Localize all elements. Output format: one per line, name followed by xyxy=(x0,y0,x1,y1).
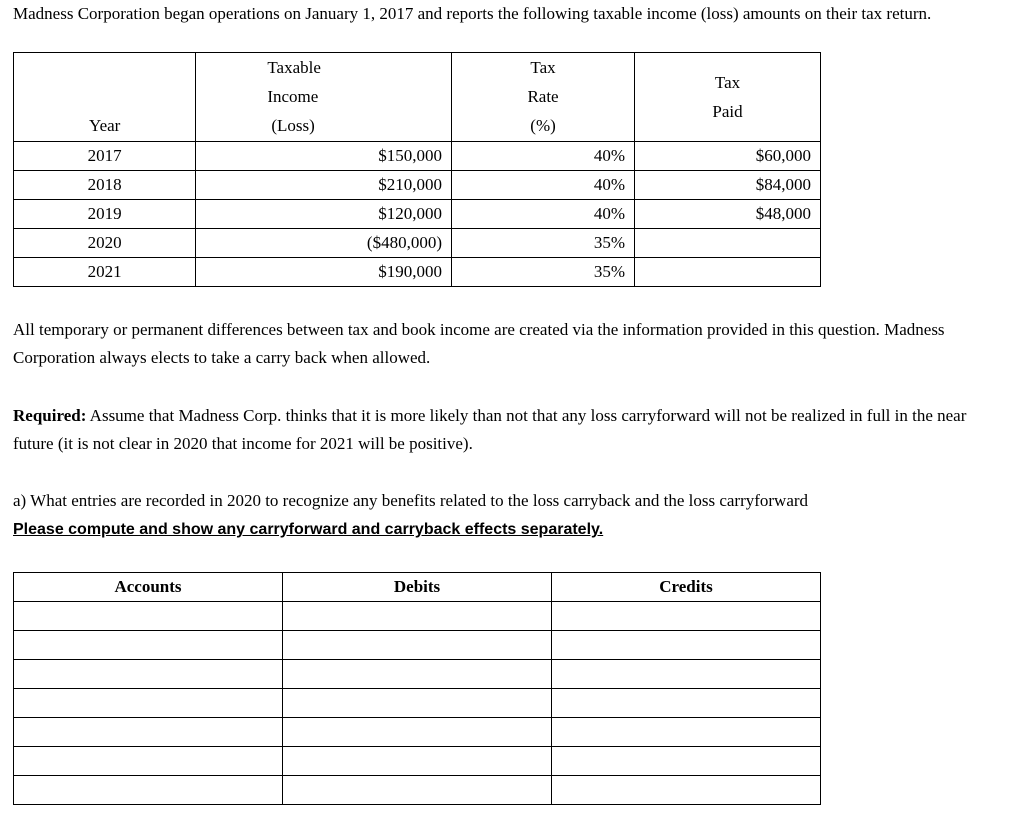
paid-cell xyxy=(635,258,821,287)
journal-row xyxy=(14,602,821,631)
income-cell: $150,000 xyxy=(196,142,452,171)
rate-cell: 40% xyxy=(451,142,634,171)
year-cell: 2018 xyxy=(14,171,196,200)
required-label: Required: xyxy=(13,406,87,425)
credit-cell[interactable] xyxy=(552,689,821,718)
table-row xyxy=(14,229,821,258)
debit-cell[interactable] xyxy=(283,689,552,718)
year-cell: 2017 xyxy=(14,142,196,171)
tax-paid-header: Tax Paid xyxy=(635,53,821,142)
rate-cell: 40% xyxy=(451,171,634,200)
account-cell[interactable] xyxy=(14,718,283,747)
differences-paragraph: All temporary or permanent differences between tax and book income are created via the information provided in this question. Madness Corporation always elects to take a carry back when allowed. xyxy=(13,320,945,367)
rate-cell: 35% xyxy=(451,229,634,258)
income-cell: ($480,000) xyxy=(196,229,452,258)
table-row xyxy=(14,142,821,171)
debit-cell[interactable] xyxy=(283,747,552,776)
question-paragraph xyxy=(13,487,1008,544)
taxable-income-header: Taxable Income (Loss) xyxy=(196,53,452,142)
credit-cell[interactable] xyxy=(552,631,821,660)
paid-cell: $84,000 xyxy=(635,171,821,200)
debit-cell[interactable] xyxy=(283,602,552,631)
table-row xyxy=(14,200,821,229)
debits-header: Debits xyxy=(283,573,552,602)
intro-paragraph: Madness Corporation began operations on January 1, 2017 and reports the following taxable income (loss) amounts on their tax return. xyxy=(13,4,932,23)
journal-row xyxy=(14,718,821,747)
question-a: a) What entries are recorded in 2020 to recognize any benefits related to the loss carryback and the loss carryforward xyxy=(13,491,809,510)
account-cell[interactable] xyxy=(14,689,283,718)
credit-cell[interactable] xyxy=(552,776,821,805)
journal-row xyxy=(14,776,821,805)
journal-row xyxy=(14,689,821,718)
journal-row xyxy=(14,660,821,689)
tax-rate-header: Tax Rate (%) xyxy=(451,53,634,142)
paid-cell: $60,000 xyxy=(635,142,821,171)
credit-cell[interactable] xyxy=(552,747,821,776)
account-cell[interactable] xyxy=(14,602,283,631)
income-cell: $210,000 xyxy=(196,171,452,200)
paid-cell: $48,000 xyxy=(635,200,821,229)
year-cell: 2020 xyxy=(14,229,196,258)
credit-cell[interactable] xyxy=(552,660,821,689)
credits-header: Credits xyxy=(552,573,821,602)
debit-cell[interactable] xyxy=(283,776,552,805)
accounts-header: Accounts xyxy=(14,573,283,602)
year-header: Year xyxy=(14,53,196,142)
credit-cell[interactable] xyxy=(552,602,821,631)
journal-header-row xyxy=(14,573,821,602)
debit-cell[interactable] xyxy=(283,660,552,689)
journal-row xyxy=(14,631,821,660)
required-text: Assume that Madness Corp. thinks that it is more likely than not that any loss carryforward will not be realized in full in the near future (it is not clear in 2020 that income for 2021 will be positive). xyxy=(13,406,967,453)
taxable-income-table xyxy=(13,52,821,287)
credit-cell[interactable] xyxy=(552,718,821,747)
income-cell: $190,000 xyxy=(196,258,452,287)
account-cell[interactable] xyxy=(14,747,283,776)
instruction-text: Please compute and show any carryforward and carryback effects separately. xyxy=(13,521,604,538)
debit-cell[interactable] xyxy=(283,718,552,747)
required-paragraph xyxy=(13,402,1008,458)
debit-cell[interactable] xyxy=(283,631,552,660)
table-header-row xyxy=(14,53,821,142)
table-row xyxy=(14,171,821,200)
year-cell: 2019 xyxy=(14,200,196,229)
year-cell: 2021 xyxy=(14,258,196,287)
journal-entry-table xyxy=(13,572,821,805)
rate-cell: 40% xyxy=(451,200,634,229)
account-cell[interactable] xyxy=(14,660,283,689)
table-row xyxy=(14,258,821,287)
paid-cell xyxy=(635,229,821,258)
journal-row xyxy=(14,747,821,776)
rate-cell: 35% xyxy=(451,258,634,287)
account-cell[interactable] xyxy=(14,631,283,660)
account-cell[interactable] xyxy=(14,776,283,805)
income-cell: $120,000 xyxy=(196,200,452,229)
